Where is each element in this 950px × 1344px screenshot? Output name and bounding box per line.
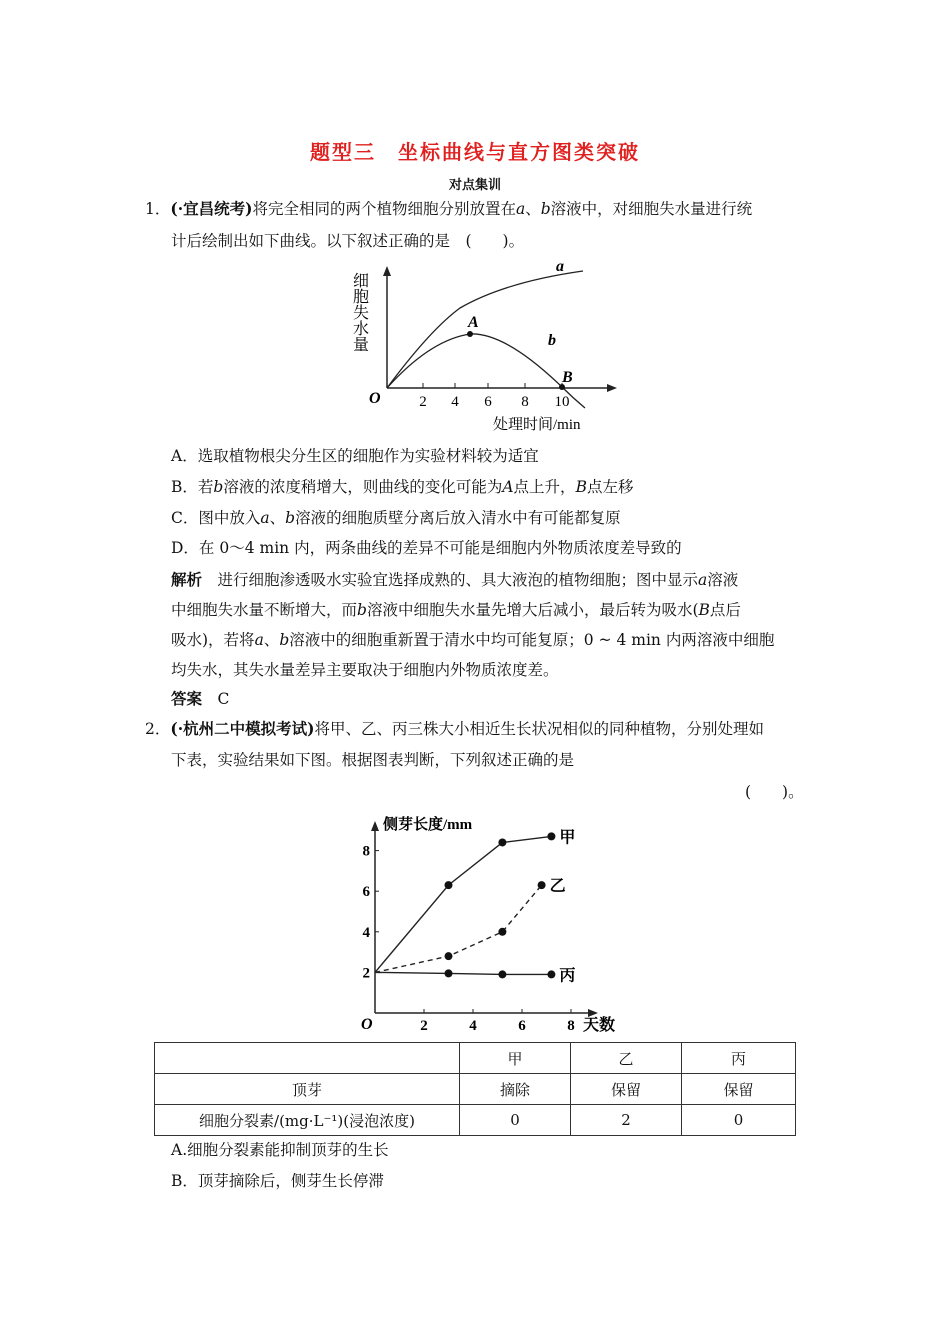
analysis-text: 均失水，其失水量差异主要取决于细胞内外物质浓度差。 (171, 661, 559, 679)
y-axis-arrow (371, 821, 379, 831)
q1-stem-line1 (145, 199, 752, 219)
q2-stem-text: 将甲、乙、丙三株大小相近生长状况相似的同种植物，分别处理如 (314, 720, 764, 738)
x-axis-arrow (588, 1009, 598, 1017)
table-row (155, 1105, 796, 1136)
answer-label: 答案 (171, 689, 203, 708)
var-B: B (575, 478, 587, 496)
table-cell: 摘除 (460, 1074, 571, 1105)
page-title: 题型三 坐标曲线与直方图类突破 (310, 140, 640, 164)
var-a: a (254, 631, 264, 649)
y-axis-title: 细胞失水量 (350, 272, 368, 352)
q1-analysis (171, 565, 807, 685)
table-row (155, 1074, 796, 1105)
x-tick-label: 2 (420, 1018, 428, 1034)
table-cell: 丙 (682, 1043, 796, 1074)
series-lines-group (375, 828, 575, 984)
analysis-text: 点后 (709, 601, 741, 619)
var-B: B (698, 601, 710, 619)
y-tick-label: 2 (362, 965, 370, 982)
y-tick-label: 4 (362, 924, 370, 941)
data-point (498, 970, 506, 978)
q1-source: (·宜昌统考) (170, 199, 253, 218)
q1-stem-line2: 计后绘制出如下曲线。以下叙述正确的是 ( )。 (171, 232, 525, 250)
x-tick-label: 4 (469, 1018, 477, 1034)
q2-table (154, 1042, 796, 1136)
data-point (538, 881, 546, 889)
var-b: b (279, 631, 290, 649)
table-cell: 0 (682, 1105, 796, 1136)
table-cell: 细胞分裂素/(mg·L⁻¹)(浸泡浓度) (155, 1105, 460, 1136)
x-axis-title: 处理时间/min (493, 417, 581, 433)
option-text: B．若 (171, 478, 214, 496)
origin-label: O (369, 390, 381, 407)
q1-stem-text: 将完全相同的两个植物细胞分别放置在 (252, 200, 516, 218)
x-tick-label: 6 (518, 1018, 526, 1034)
option-text: 溶液的浓度稍增大，则曲线的变化可能为 (223, 478, 503, 496)
data-point (498, 928, 506, 936)
q1-option-C (171, 508, 621, 528)
curve-a (387, 271, 583, 388)
table-cell: 甲 (460, 1043, 571, 1074)
series-line-甲 (375, 836, 551, 972)
table-header-row (155, 1043, 796, 1074)
var-b: b (540, 200, 551, 218)
y-axis-arrow (383, 266, 391, 276)
table-cell (155, 1043, 460, 1074)
axis-ticks-group (363, 844, 575, 1034)
analysis-text: 中细胞失水量不断增大，而 (171, 601, 358, 619)
option-text: 溶液的细胞质壁分离后放入清水中有可能都复原 (295, 509, 621, 527)
q1-option-D: D．在 0～4 min 内，两条曲线的差异不可能是细胞内外物质浓度差导致的 (171, 539, 682, 557)
data-point (547, 970, 555, 978)
analysis-text: 吸水)，若将 (171, 631, 255, 649)
table-cell: 2 (571, 1105, 682, 1136)
y-axis-title: 侧芽长度/mm (383, 817, 473, 833)
series-line-丙 (375, 972, 551, 974)
point-A-label: A (468, 314, 479, 331)
option-text: C．图中放入 (171, 509, 261, 527)
x-tick-label: 8 (521, 394, 529, 410)
table-cell: 乙 (571, 1043, 682, 1074)
data-point (445, 952, 453, 960)
q2-option-A: A.细胞分裂素能抑制顶芽的生长 (171, 1141, 389, 1159)
sep: 、 (269, 509, 286, 527)
q2-chart (355, 805, 635, 1040)
x-tick-label: 2 (419, 394, 427, 410)
point-B-label: B (562, 369, 573, 386)
var-b: b (357, 601, 367, 619)
curve-b-label: b (548, 332, 556, 349)
x-tick-label: 10 (554, 394, 570, 410)
var-a: a (698, 571, 708, 589)
data-point (547, 832, 555, 840)
series-label: 丙 (559, 967, 576, 985)
q2-answer-paren: ( )。 (745, 783, 804, 801)
q2-source: (·杭州二中模拟考试) (170, 719, 315, 738)
x-axis-title: 天数 (583, 1017, 616, 1034)
option-text: 点上升， (513, 478, 576, 496)
y-tick-label: 6 (362, 884, 370, 901)
q1-answer (171, 689, 229, 709)
table-cell: 保留 (571, 1074, 682, 1105)
q2-stem-line2: 下表，实验结果如下图。根据图表判断，下列叙述正确的是 (171, 751, 575, 769)
table-cell: 保留 (682, 1074, 796, 1105)
analysis-text: 溶液中的细胞重新置于清水中均可能复原；0 ~ 4 min 内两溶液中细胞 (289, 631, 775, 649)
var-a: a (260, 509, 270, 527)
answer-value: C (217, 690, 230, 708)
var-b: b (213, 478, 224, 496)
option-text: 点左移 (586, 478, 634, 496)
sep: 、 (525, 200, 541, 218)
section-subtitle: 对点集训 (448, 178, 501, 193)
analysis-text: 溶液 (707, 571, 739, 589)
var-A: A (502, 478, 514, 496)
series-label: 甲 (559, 829, 576, 847)
analysis-label: 解析 (171, 570, 203, 589)
var-b: b (285, 509, 296, 527)
point-A-marker (467, 331, 473, 337)
table-cell: 0 (460, 1105, 571, 1136)
analysis-text: 溶液中细胞失水量先增大后减小，最后转为吸水( (366, 601, 699, 619)
data-point (498, 838, 506, 846)
x-tick-label: 6 (484, 394, 492, 410)
table-cell: 顶芽 (155, 1074, 460, 1105)
q1-number: 1． (145, 200, 171, 218)
q2-stem-line1 (145, 719, 764, 739)
x-tick-label: 8 (567, 1018, 575, 1034)
analysis-text: 进行细胞渗透吸水实验宜选择成熟的、具大液泡的植物细胞；图中显示 (202, 571, 699, 589)
q2-option-B: B．顶芽摘除后，侧芽生长停滞 (171, 1172, 384, 1190)
y-tick-label: 8 (362, 843, 370, 860)
x-tick-label: 4 (451, 394, 459, 410)
series-line-乙 (375, 885, 542, 972)
q1-stem-text: 溶液中，对细胞失水量进行统 (550, 200, 753, 218)
q1-option-B (171, 477, 633, 497)
q2-number: 2． (145, 720, 171, 738)
data-point (445, 969, 453, 977)
data-point (445, 881, 453, 889)
origin-label: O (361, 1016, 373, 1033)
sep: 、 (263, 631, 280, 649)
series-label: 乙 (549, 878, 566, 896)
var-a: a (515, 200, 526, 218)
curve-a-label: a (556, 258, 564, 275)
x-axis-arrow (607, 384, 617, 392)
q1-option-A: A．选取植物根尖分生区的细胞作为实验材料较为适宜 (171, 447, 539, 465)
q1-figure (350, 250, 625, 440)
